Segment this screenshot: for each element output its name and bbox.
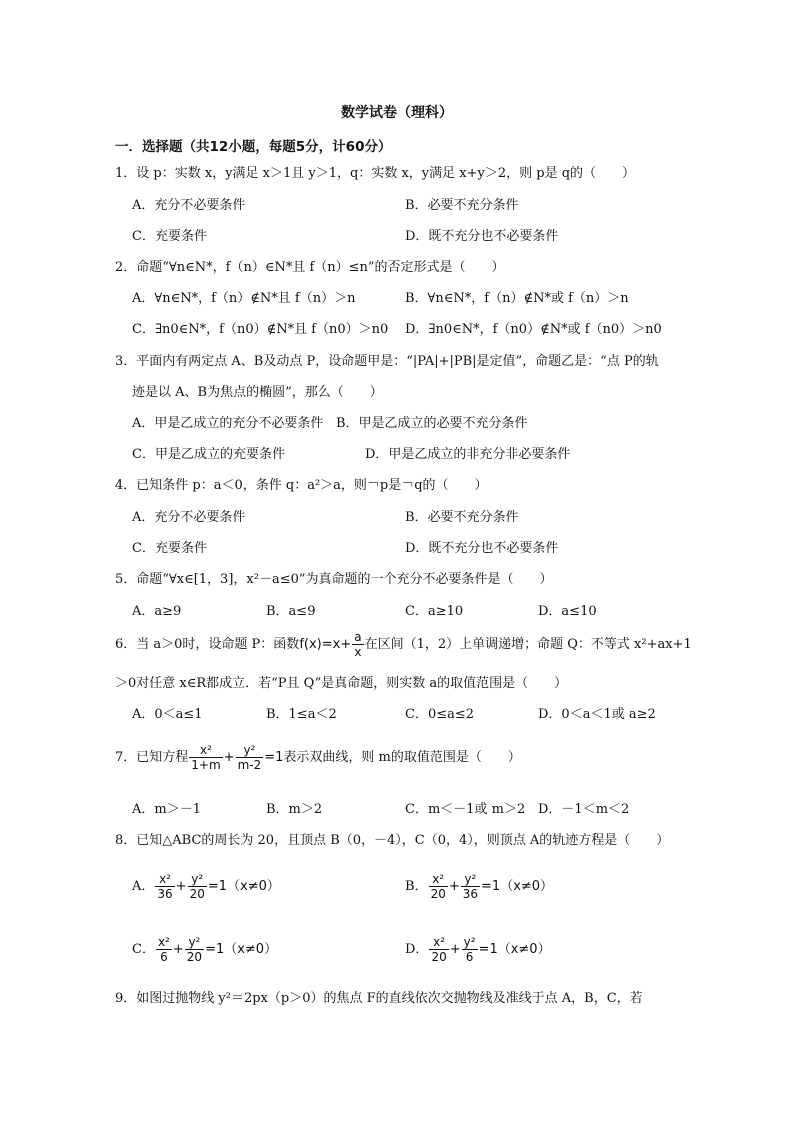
question-7-option-a: A．m＞－1 <box>132 802 201 817</box>
question-7-fraction-2-numerator: y² <box>236 743 264 758</box>
fraction <box>462 935 478 964</box>
question-3-option-a: A．甲是乙成立的充分不必要条件 <box>132 416 324 431</box>
question-6-fraction-numerator: a <box>354 630 362 644</box>
question-6-stem-line-1 <box>115 630 692 660</box>
question-6-stem-start: 6．当 a＞0时，设命题 P：函数 <box>115 637 300 652</box>
numerator: x² <box>429 935 448 950</box>
question-7-option-c: C．m＜－1或 m＞2 <box>405 802 526 817</box>
question-8-option-d: D． $\frac{\text{x²}}{20}$ + $\frac{\text{y²}}{6}$ =1（x≠0） <box>405 935 551 964</box>
denominator: 36 <box>157 887 173 901</box>
question-5-option-b: B．a≤9 <box>266 604 316 619</box>
question-6-fraction-denominator: x <box>354 645 362 659</box>
question-7-fraction-1 <box>189 743 222 772</box>
question-7-fraction-2-denominator: m-2 <box>237 758 262 772</box>
question-7-stem-end: 表示双曲线，则 m的取值范围是（ ） <box>283 750 521 765</box>
question-8-option-a: A． $\frac{\text{x²}}{36}$ + $\frac{\text{y²}}{20}$ =1（x≠0） <box>132 872 280 901</box>
question-1-stem: 1．设 p：实数 x，y满足 x＞1且 y＞1，q：实数 x，y满足 x+y＞2，则 p是 q的（ ） <box>115 166 636 181</box>
fraction <box>188 872 207 901</box>
question-6-option-a: A．0＜a≤1 <box>132 707 203 722</box>
section-heading: 一．选择题（共12小题，每题5分，计60分） <box>115 139 392 155</box>
denominator: 20 <box>186 950 203 964</box>
question-2-option-c: C．∃n0∈N*，f（n0）∉N*且 f（n0）＞n0 <box>132 322 389 337</box>
denominator: 20 <box>431 950 447 964</box>
question-7-option-d: D．－1＜m＜2 <box>538 802 630 817</box>
question-1-option-b: B．必要不充分条件 <box>405 198 519 213</box>
denominator: 20 <box>189 887 205 901</box>
denominator: 6 <box>160 950 168 964</box>
question-3-option-d: D．甲是乙成立的非充分非必要条件 <box>365 447 571 462</box>
question-1-option-c: C．充要条件 <box>132 229 207 244</box>
question-4-option-c: C．充要条件 <box>132 541 207 556</box>
question-6-stem-end: 在区间（1，2）上单调递增；命题 Q：不等式 x²+ax+1 <box>364 637 692 652</box>
question-1-option-a: A．充分不必要条件 <box>132 198 246 213</box>
question-2-option-b: B．∀n∈N*，f（n）∉N*或 f（n）＞n <box>405 291 629 306</box>
question-6-option-b: B．1≤a＜2 <box>266 707 337 722</box>
equation-tail: =1（x≠0） <box>478 942 551 957</box>
question-4-option-b: B．必要不充分条件 <box>405 510 519 525</box>
fraction <box>429 872 448 901</box>
question-5-stem: 5．命题“∀x∈[1，3]，x²－a≤0”为真命题的一个充分不必要条件是（ ） <box>115 572 553 587</box>
question-6-function-lhs: f(x)=x+ <box>299 637 352 652</box>
question-7-stem-start: 7．已知方程 <box>115 750 189 765</box>
question-6-option-d: D．0＜a＜1或 a≥2 <box>538 707 656 722</box>
question-7-option-b: B．m＞2 <box>266 802 323 817</box>
question-4-stem: 4．已知条件 p：a＜0，条件 q：a²＞a，则￢p是￢q的（ ） <box>115 478 488 493</box>
option-label: C． <box>132 942 155 957</box>
numerator: y² <box>188 872 207 887</box>
option-label: D． <box>405 942 429 957</box>
numerator: y² <box>463 935 476 949</box>
question-7-equals: =1 <box>264 750 284 765</box>
numerator: x² <box>157 935 170 949</box>
question-1-option-d: D．既不充分也不必要条件 <box>405 229 559 244</box>
equation-tail: =1（x≠0） <box>205 942 278 957</box>
equation-tail: =1（x≠0） <box>481 879 554 894</box>
question-2-option-a: A．∀n∈N*，f（n）∉N*且 f（n）＞n <box>132 291 356 306</box>
question-2-option-d: D．∃n0∈N*，f（n0）∉N*或 f（n0）＞n0 <box>405 322 662 337</box>
fraction <box>156 935 172 964</box>
question-7-fraction-1-numerator: x² <box>189 743 222 758</box>
numerator: y² <box>461 872 480 887</box>
question-8-stem: 8．已知△ABC的周长为 20，且顶点 B（0，－4），C（0，4），则顶点 A的轨迹方程是（ ） <box>115 833 670 848</box>
question-5-option-c: C．a≥10 <box>405 604 464 619</box>
question-7-fraction-2 <box>236 743 264 772</box>
question-7-fraction-1-denominator: 1+m <box>191 758 221 772</box>
denominator: 36 <box>462 887 479 901</box>
fraction <box>185 935 204 964</box>
question-2-stem: 2．命题“∀n∈N*，f（n）∈N*且 f（n）≤n”的否定形式是（ ） <box>115 260 505 275</box>
exam-title: 数学试卷（理科） <box>341 105 453 121</box>
option-label: A． <box>132 879 155 894</box>
denominator: 20 <box>430 887 446 901</box>
denominator: 6 <box>465 950 474 964</box>
question-3-stem-line-1: 3．平面内有两定点 A、B及动点 P，设命题甲是：“|PA|+|PB|是定值”，命题乙是：“点 P的轨 <box>115 354 659 369</box>
question-3-option-b: B．甲是乙成立的必要不充分条件 <box>336 416 528 431</box>
question-6-option-c: C．0≤a≤2 <box>405 707 475 722</box>
equation-tail: =1（x≠0） <box>207 879 280 894</box>
question-7-stem: 7．已知方程 $\frac{\text{x²}}{1+m}$ + $\frac{\text{y²}}{m-2}$ =1表示双曲线，则 m的取值范围是（ ） <box>115 743 521 772</box>
question-3-option-c: C．甲是乙成立的充要条件 <box>132 447 285 462</box>
numerator: y² <box>185 935 204 950</box>
question-6-stem-line-2: ＞0对任意 x∈R都成立．若“P且 Q”是真命题，则实数 a的取值范围是（ ） <box>115 676 568 691</box>
numerator: x² <box>155 872 174 887</box>
question-3-stem-line-2: 迹是以 A、B为焦点的椭圆”，那么（ ） <box>132 385 383 400</box>
question-9-stem: 9．如图过抛物线 y²＝2px（p＞0）的焦点 F的直线依次交抛物线及准线于点 A，B，C，若 <box>115 991 643 1006</box>
numerator: x² <box>429 872 448 887</box>
question-5-option-a: A．a≥9 <box>132 604 182 619</box>
question-6-function-fraction <box>352 630 363 659</box>
fraction <box>461 872 480 901</box>
question-8-option-c: C． $\frac{\text{x²}}{6}$ + $\frac{\text{y²}}{20}$ =1（x≠0） <box>132 935 278 964</box>
fraction <box>429 935 448 964</box>
question-4-option-a: A．充分不必要条件 <box>132 510 246 525</box>
option-label: B． <box>405 879 428 894</box>
question-5-option-d: D．a≤10 <box>538 604 597 619</box>
question-8-option-b: B． $\frac{\text{x²}}{20}$ + $\frac{\text{y²}}{36}$ =1（x≠0） <box>405 872 554 901</box>
fraction <box>155 872 174 901</box>
question-4-option-d: D．既不充分也不必要条件 <box>405 541 559 556</box>
